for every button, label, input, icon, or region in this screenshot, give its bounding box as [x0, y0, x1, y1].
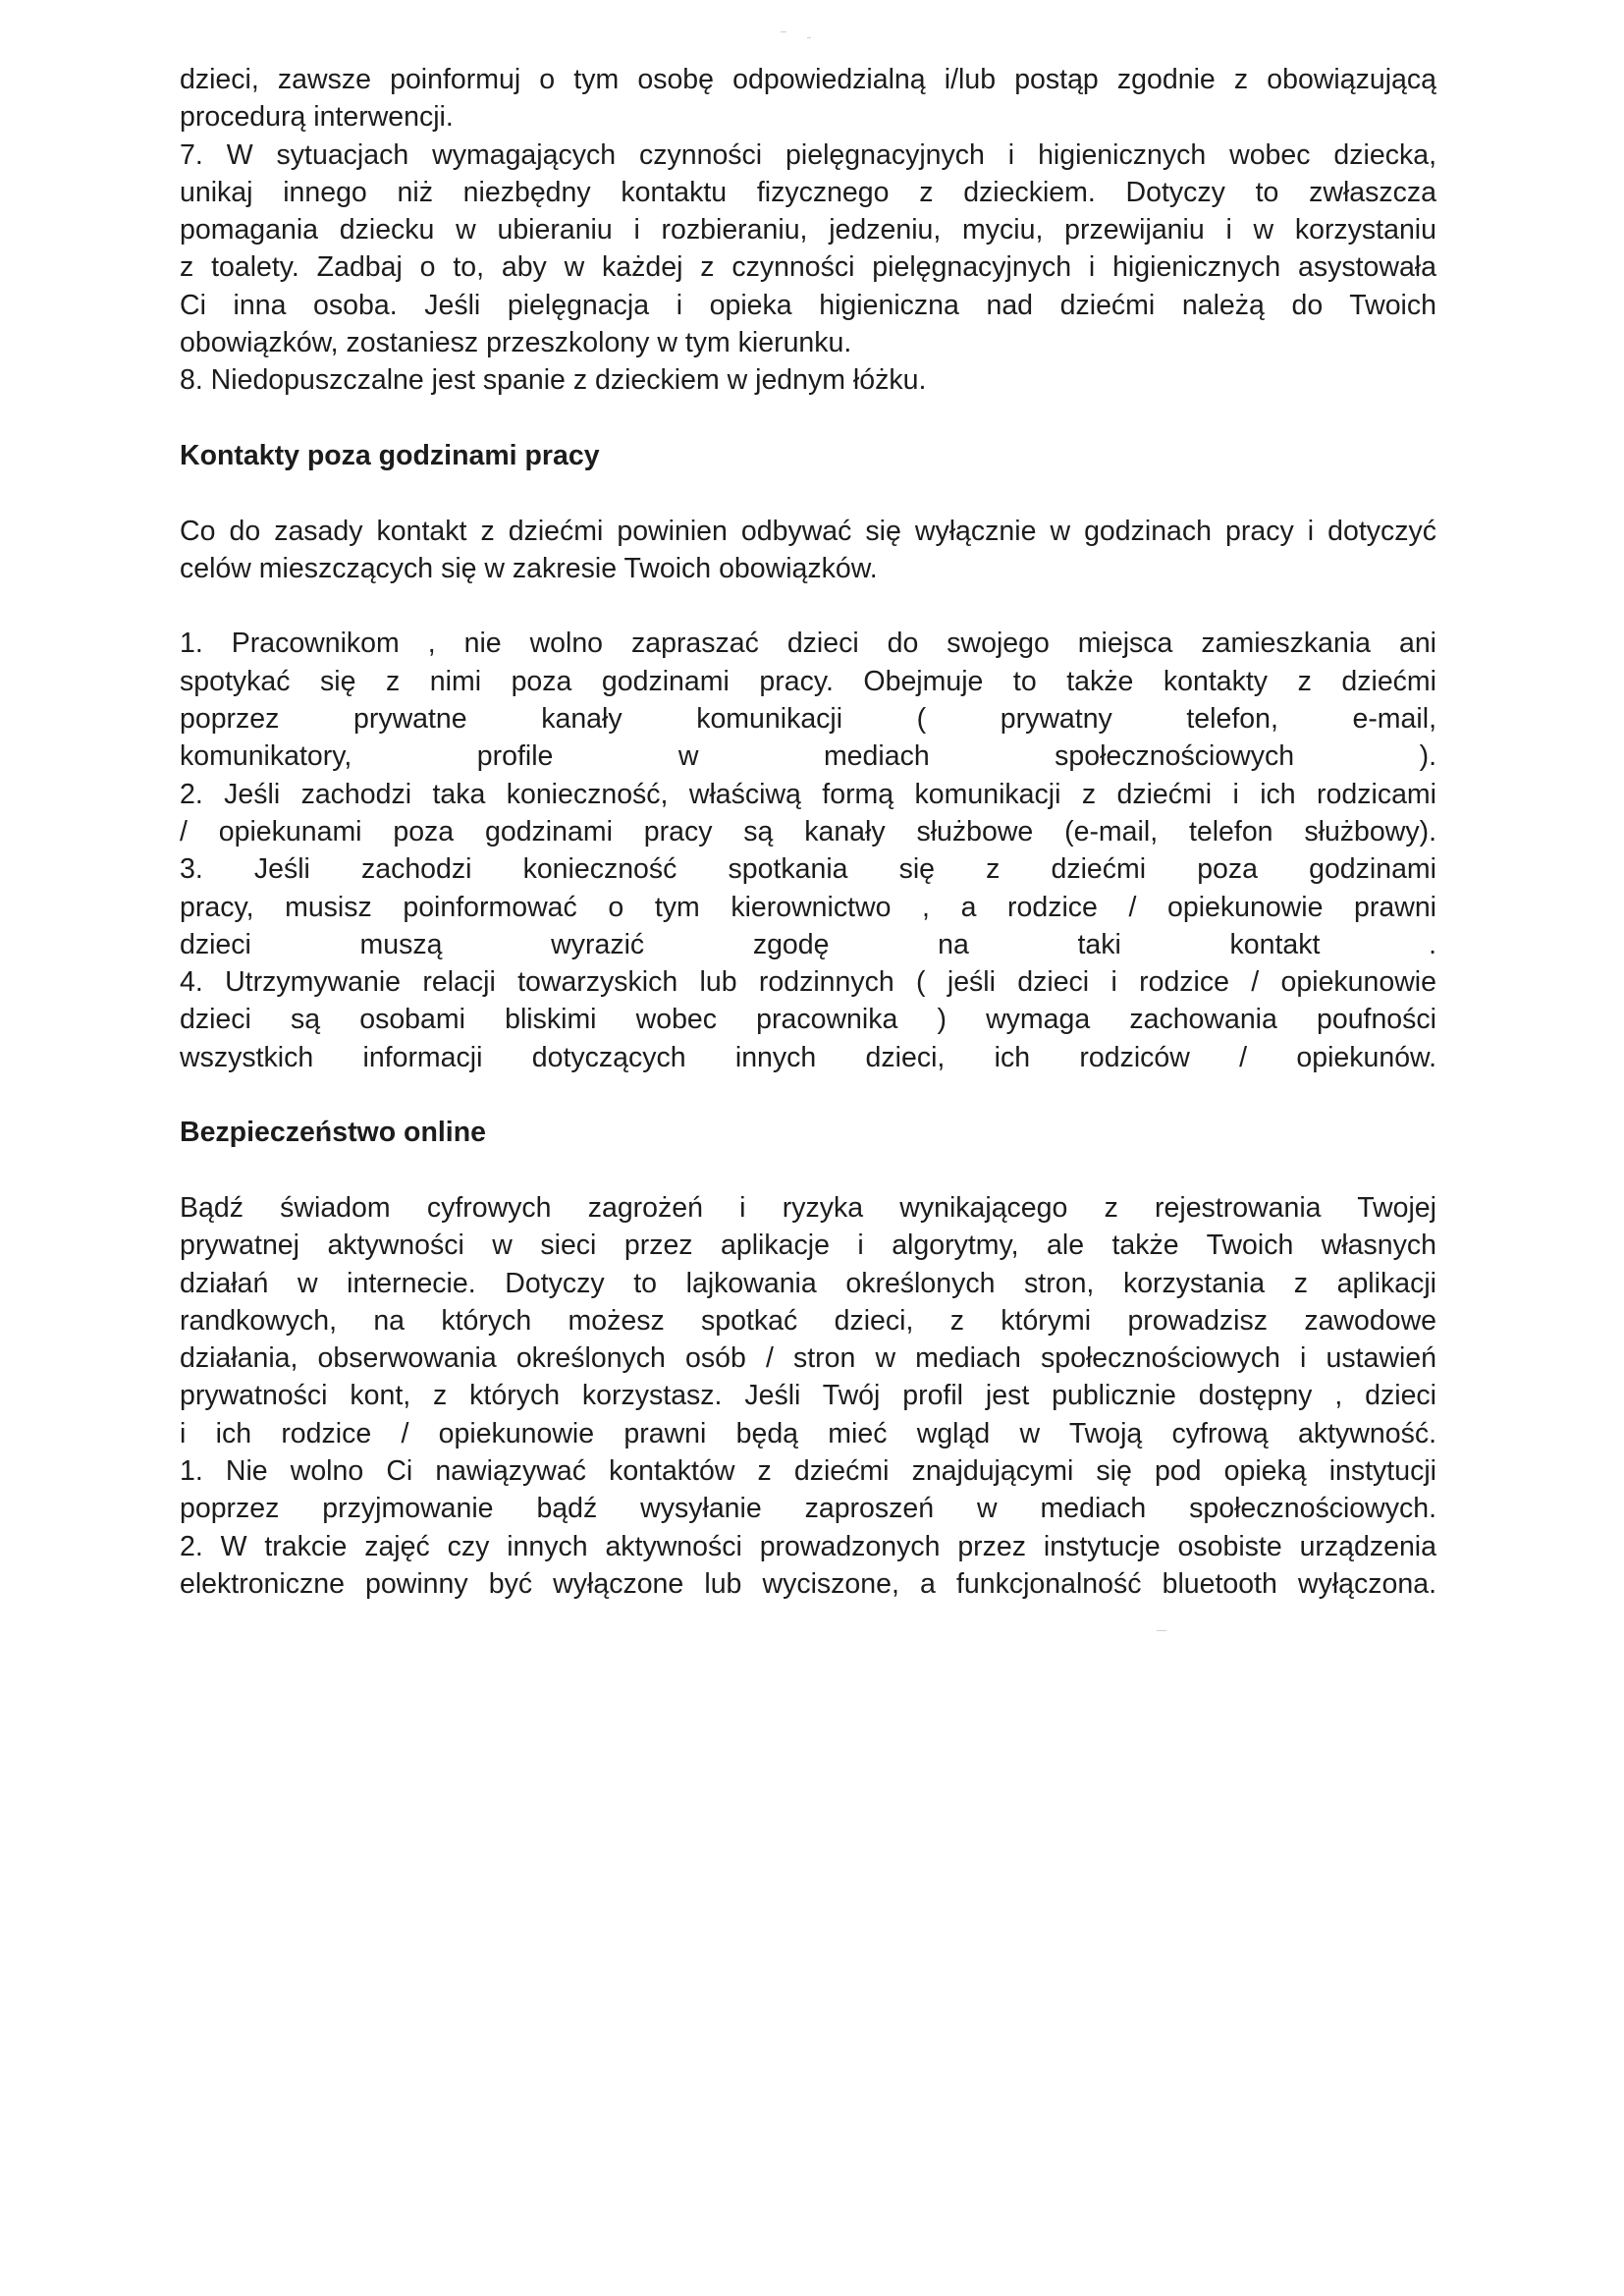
section-heading: Bezpieczeństwo online	[180, 1117, 486, 1149]
text-line: działań w internecie. Dotyczy to lajkowania określonych stron, korzystania z aplikacji	[180, 1267, 1436, 1299]
list-item-4: 4. Utrzymywanie relacji towarzyskich lub rodzinnych ( jeśli dzieci i rodzice / opiekunowie	[180, 966, 1436, 999]
text-line: prywatnej aktywności w sieci przez aplikacje i algorytmy, ale także Twoich własnych	[180, 1230, 1436, 1262]
text-line: dzieci są osobami bliskimi wobec pracownika ) wymaga zachowania poufności	[180, 1004, 1436, 1036]
section-body	[180, 1189, 1436, 1603]
list-item-3: 3. Jeśli zachodzi konieczność spotkania się z dziećmi poza godzinami	[180, 853, 1436, 886]
text-line: procedurą interwencji.	[180, 101, 454, 134]
text-line: poprzez przyjmowanie bądź wysyłanie zaproszeń w mediach społecznościowych.	[180, 1493, 1436, 1525]
text-line: Co do zasady kontakt z dziećmi powinien odbywać się wyłącznie w godzinach pracy i dotyczyć	[180, 515, 1436, 547]
text-line: Bądź świadom cyfrowych zagrożeń i ryzyka wynikającego z rejestrowania Twojej	[180, 1191, 1436, 1224]
section-lead	[180, 513, 1436, 588]
text-line: obowiązków, zostaniesz przeszkolony w tym kierunku.	[180, 327, 852, 359]
text-line: spotykać się z nimi poza godzinami pracy. Obejmuje to także kontakty z dziećmi	[180, 665, 1436, 697]
text-line: wszystkich informacji dotyczących innych dzieci, ich rodziców / opiekunów.	[180, 1041, 1436, 1073]
list-item-7: 7. W sytuacjach wymagających czynności pielęgnacyjnych i higienicznych wobec dziecka,	[180, 138, 1436, 171]
text-line: celów mieszczących się w zakresie Twoich obowiązków.	[180, 552, 878, 584]
text-line: poprzez prywatne kanały komunikacji ( prywatny telefon, e-mail,	[180, 703, 1436, 736]
section-list	[180, 625, 1436, 1076]
text-line: Ci inna osoba. Jeśli pielęgnacja i opieka higieniczna nad dziećmi należą do Twoich	[180, 289, 1436, 321]
scan-speck	[781, 31, 786, 32]
scan-speck	[807, 37, 811, 38]
section-heading: Kontakty poza godzinami pracy	[180, 439, 600, 471]
text-line: dzieci, zawsze poinformuj o tym osobę odpowiedzialną i/lub postąp zgodnie z obowiązującą	[180, 64, 1436, 95]
list-item-2: 2. Jeśli zachodzi taka konieczność, właściwą formą komunikacji z dziećmi i ich rodzicami	[180, 778, 1436, 810]
list-item-1: 1. Pracownikom , nie wolno zapraszać dzieci do swojego miejsca zamieszkania ani	[180, 628, 1436, 660]
text-line: z toalety. Zadbaj o to, aby w każdej z czynności pielęgnacyjnych i higienicznych asystowała	[180, 251, 1436, 284]
list-item-2: 2. W trakcie zajęć czy innych aktywności prowadzonych przez instytucje osobiste urządzenia	[180, 1530, 1436, 1562]
scan-speck	[1157, 1630, 1166, 1631]
text-line: działania, obserwowania określonych osób / stron w mediach społecznościowych i ustawień	[180, 1342, 1436, 1375]
text-line: komunikatory, profile w mediach społecznościowych ).	[180, 740, 1436, 773]
text-line: randkowych, na których możesz spotkać dzieci, z którymi prowadzisz zawodowe	[180, 1304, 1436, 1337]
text-line: / opiekunami poza godzinami pracy są kanały służbowe (e-mail, telefon służbowy).	[180, 815, 1436, 847]
text-line: unikaj innego niż niezbędny kontaktu fizycznego z dzieckiem. Dotyczy to zwłaszcza	[180, 176, 1436, 208]
list-item-8: 8. Niedopuszczalne jest spanie z dzieckiem w jednym łóżku.	[180, 364, 927, 397]
text-line: prywatności kont, z których korzystasz. Jeśli Twój profil jest publicznie dostępny , dzieci	[180, 1380, 1436, 1412]
text-line: elektroniczne powinny być wyłączone lub wyciszone, a funkcjonalność bluetooth wyłączona.	[180, 1567, 1436, 1600]
intro-block	[180, 61, 1436, 400]
text-line: dzieci muszą wyrazić zgodę na taki kontakt .	[180, 928, 1436, 960]
document-page	[180, 61, 1436, 1603]
text-line: pomagania dziecku w ubieraniu i rozbieraniu, jedzeniu, myciu, przewijaniu i w korzystaniu	[180, 214, 1436, 246]
text-line: i ich rodzice / opiekunowie prawni będą mieć wgląd w Twoją cyfrową aktywność.	[180, 1417, 1436, 1449]
text-line: pracy, musisz poinformować o tym kierownictwo , a rodzice / opiekunowie prawni	[180, 891, 1436, 923]
list-item-1: 1. Nie wolno Ci nawiązywać kontaktów z dziećmi znajdującymi się pod opieką instytucji	[180, 1454, 1436, 1487]
